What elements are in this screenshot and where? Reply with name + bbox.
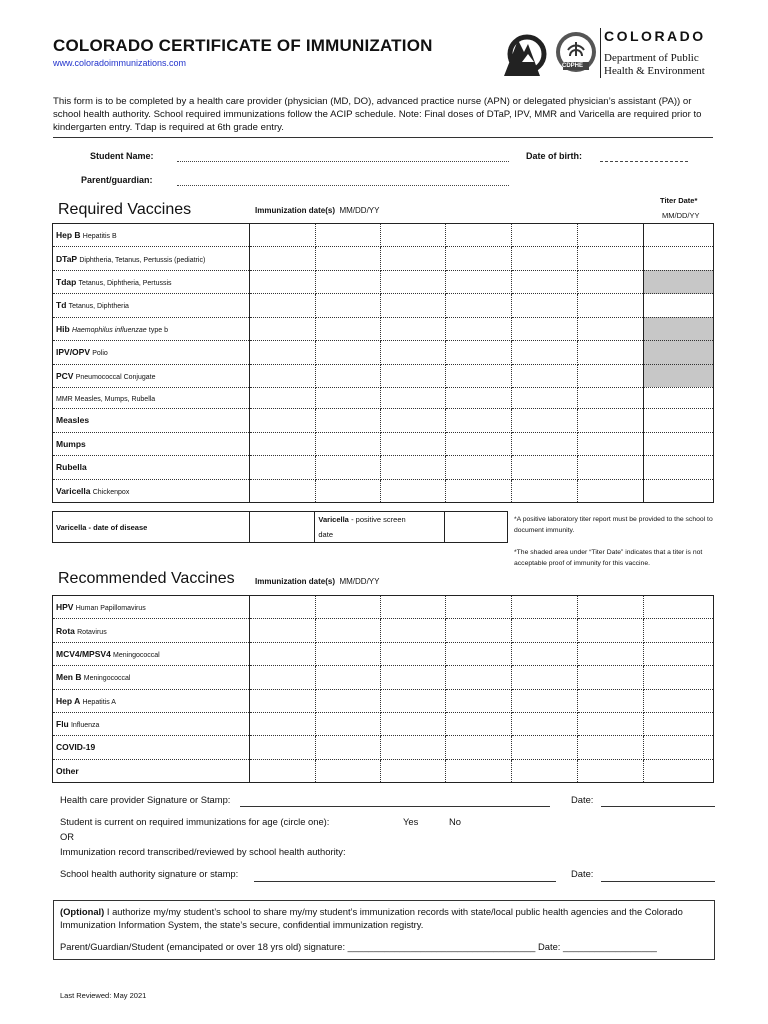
immunization-date-cell[interactable] (512, 317, 578, 340)
vaccine-description: Pneumococcal Conjugate (75, 373, 156, 381)
immunization-date-cell[interactable] (249, 736, 315, 759)
vaccine-code: Measles (56, 415, 90, 426)
parent-field[interactable] (177, 185, 509, 186)
immunization-date-cell[interactable] (644, 642, 714, 665)
consent-text (60, 905, 708, 931)
school-signature-field[interactable] (254, 881, 556, 882)
immunization-date-cell[interactable] (315, 364, 380, 387)
immunization-date-cell[interactable] (315, 341, 380, 364)
vaccine-description: Haemophilus influenzae (71, 326, 147, 334)
logo-dept-line2: Health & Environment (604, 65, 705, 77)
required-vaccine-row (53, 294, 714, 317)
vaccine-code: Men B (56, 672, 82, 683)
immunization-date-cell[interactable] (578, 642, 644, 665)
school-date-label: Date: (571, 868, 594, 879)
immunization-date-cell[interactable] (578, 689, 644, 712)
required-vaccines-table (52, 223, 714, 503)
immunization-date-cell[interactable] (578, 736, 644, 759)
immunization-date-cell[interactable] (512, 247, 578, 270)
immunization-date-cell[interactable] (380, 596, 446, 619)
required-vaccine-row (53, 341, 714, 364)
varicella-disease-table (52, 511, 508, 543)
immunization-date-cell[interactable] (512, 759, 578, 782)
immunization-date-cell[interactable] (315, 712, 380, 735)
required-vaccine-row (53, 364, 714, 387)
immunization-date-cell[interactable] (446, 317, 512, 340)
titer-date-cell-shaded (644, 341, 714, 364)
vaccine-code: PCV (56, 370, 74, 381)
immunization-date-cell[interactable] (446, 596, 512, 619)
immunization-date-cell[interactable] (578, 294, 644, 317)
immunization-date-cell[interactable] (446, 689, 512, 712)
immunization-date-cell[interactable] (644, 689, 714, 712)
immunization-date-cell[interactable] (380, 409, 446, 432)
titer-date-cell[interactable] (644, 224, 714, 247)
vaccine-code: COVID-19 (56, 742, 96, 753)
immunization-date-cell[interactable] (644, 596, 714, 619)
vaccine-description: Rotavirus (77, 628, 107, 636)
vaccine-name (53, 689, 250, 712)
immunization-date-cell[interactable] (315, 270, 380, 293)
required-date-label: Immunization date(s) (255, 206, 336, 215)
immunization-date-cell[interactable] (446, 409, 512, 432)
immunization-date-cell[interactable] (578, 596, 644, 619)
immunization-date-cell[interactable] (380, 270, 446, 293)
titer-date-cell[interactable] (644, 409, 714, 432)
titer-date-cell[interactable] (644, 294, 714, 317)
vaccine-code: Mumps (56, 438, 86, 449)
vaccine-code: Flu (56, 719, 69, 730)
recommended-vaccine-row (53, 666, 714, 689)
recommended-date-header (255, 577, 379, 586)
vaccine-description: Hepatitis B (82, 233, 117, 241)
student-name-label: Student Name: (90, 151, 154, 161)
immunization-date-cell[interactable] (249, 666, 315, 689)
vaccine-description: Meningococcal (113, 651, 160, 659)
required-date-format: MM/DD/YY (339, 206, 380, 215)
immunization-date-cell[interactable] (446, 341, 512, 364)
immunization-date-cell[interactable] (315, 619, 380, 642)
vaccine-code: HPV (56, 602, 74, 613)
logo-divider (600, 28, 601, 78)
logo-dept-text (604, 52, 705, 78)
vaccine-description-suffix: type b (148, 326, 168, 334)
titer-date-cell[interactable] (644, 247, 714, 270)
immunization-date-cell[interactable] (512, 224, 578, 247)
recommended-vaccine-row (53, 642, 714, 665)
intro-paragraph: This form is to be completed by a health care provider (physician (MD, DO), advanced practice nurse (APN) or delegated physician’s assistant (PA)) or school health authority. School required immunizations follow the ACIP schedule. Note: Final doses of DTaP, IPV, MMR and Varicella are required prior to kindergarten entry. Tdap is required at 6th grade entry. (53, 96, 702, 134)
required-date-header (255, 206, 379, 215)
vaccine-name (53, 642, 250, 665)
immunization-date-cell[interactable] (380, 317, 446, 340)
colorado-logo-icon (500, 26, 600, 82)
titer-date-label: Titer Date* (660, 196, 698, 205)
vaccine-name (53, 456, 250, 479)
consent-signature-line[interactable] (60, 940, 708, 953)
vaccine-code: Other (56, 765, 79, 776)
immunization-date-cell[interactable] (380, 689, 446, 712)
vaccine-name (53, 619, 250, 642)
immunization-date-cell[interactable] (512, 294, 578, 317)
required-vaccine-row (53, 409, 714, 432)
vaccine-description: Tetanus, Diphtheria (68, 303, 129, 311)
immunization-date-cell[interactable] (315, 479, 380, 502)
immunization-date-cell[interactable] (380, 247, 446, 270)
vaccine-code: Hep B (56, 230, 81, 241)
immunization-date-cell[interactable] (249, 712, 315, 735)
immunization-date-cell[interactable] (578, 317, 644, 340)
vaccine-name (53, 666, 250, 689)
immunization-date-cell[interactable] (578, 759, 644, 782)
required-vaccines-title: Required Vaccines (58, 201, 192, 218)
immunization-date-cell[interactable] (512, 689, 578, 712)
required-vaccine-row (53, 224, 714, 247)
immunization-date-cell[interactable] (578, 270, 644, 293)
form-title: COLORADO CERTIFICATE OF IMMUNIZATION (53, 36, 433, 55)
immunization-date-cell[interactable] (380, 387, 446, 408)
immunization-date-cell[interactable] (249, 432, 315, 455)
immunization-date-cell[interactable] (512, 364, 578, 387)
consent-date-label: Date: (537, 941, 561, 952)
vaccine-description: Human Papillomavirus (75, 605, 146, 613)
logo-colorado-text: COLORADO (604, 28, 706, 44)
immunization-date-cell[interactable] (380, 712, 446, 735)
immunization-date-cell[interactable] (512, 270, 578, 293)
immunization-date-cell[interactable] (512, 387, 578, 408)
immunization-date-cell[interactable] (578, 479, 644, 502)
required-vaccine-row (53, 247, 714, 270)
vaccine-code: IPV/OPV (56, 347, 91, 358)
immunization-date-cell[interactable] (380, 456, 446, 479)
vaccine-name (53, 712, 250, 735)
provider-signature-field[interactable] (240, 806, 550, 807)
vaccine-code: Hep A (56, 695, 81, 706)
immunization-date-cell[interactable] (644, 759, 714, 782)
vaccine-name (53, 596, 250, 619)
immunization-date-cell[interactable] (446, 247, 512, 270)
immunization-date-cell[interactable] (512, 479, 578, 502)
header-rule (53, 137, 713, 138)
immunization-date-cell[interactable] (380, 642, 446, 665)
immunization-date-cell[interactable] (644, 736, 714, 759)
immunization-date-cell[interactable] (644, 666, 714, 689)
titer-note-1: *A positive laboratory titer report must be provided to the school to document immunity. (514, 516, 713, 534)
vaccine-name (53, 224, 250, 247)
immunization-date-cell[interactable] (446, 456, 512, 479)
immunization-date-cell[interactable] (249, 456, 315, 479)
immunization-date-cell[interactable] (446, 364, 512, 387)
vaccine-description: Tetanus, Diphtheria, Pertussis (78, 280, 172, 288)
immunization-date-cell[interactable] (315, 387, 380, 408)
school-date-field[interactable] (601, 881, 715, 882)
consent-date-field[interactable]: __________________ (563, 941, 657, 952)
immunization-date-cell[interactable] (315, 642, 380, 665)
varicella-disease-label: Varicella - date of disease (53, 512, 250, 543)
titer-date-format: MM/DD/YY (662, 211, 700, 220)
titer-date-cell[interactable] (644, 432, 714, 455)
immunization-date-cell[interactable] (315, 759, 380, 782)
student-name-field[interactable] (177, 161, 509, 162)
current-immunizations-label: Student is current on required immunizations for age (circle one): (60, 816, 330, 827)
immunization-date-cell[interactable] (249, 387, 315, 408)
vaccine-code: Hib (56, 323, 70, 334)
vaccine-name (53, 759, 250, 782)
titer-date-cell[interactable] (644, 387, 714, 408)
immunization-date-cell[interactable] (644, 619, 714, 642)
dob-label: Date of birth: (526, 151, 582, 161)
immunization-date-cell[interactable] (315, 736, 380, 759)
immunization-date-cell[interactable] (512, 456, 578, 479)
dob-field[interactable] (600, 161, 688, 162)
immunization-date-cell[interactable] (249, 689, 315, 712)
titer-date-cell[interactable] (644, 479, 714, 502)
varicella-screen-label: Varicella - positive screen date (315, 512, 445, 543)
vaccine-description: Chickenpox (92, 488, 130, 496)
immunization-date-cell[interactable] (446, 759, 512, 782)
no-option[interactable]: No (449, 816, 461, 827)
titer-date-cell-shaded (644, 270, 714, 293)
varicella-screen-date[interactable] (445, 512, 508, 543)
vaccine-name (53, 432, 250, 455)
vaccine-name (53, 364, 250, 387)
recommended-vaccine-row (53, 689, 714, 712)
immunization-date-cell[interactable] (380, 364, 446, 387)
immunization-date-cell[interactable] (380, 432, 446, 455)
immunization-date-cell[interactable] (578, 224, 644, 247)
immunization-date-cell[interactable] (249, 596, 315, 619)
immunization-date-cell[interactable] (380, 341, 446, 364)
immunization-date-cell[interactable] (249, 341, 315, 364)
consent-optional: (Optional) (60, 906, 105, 917)
immunization-date-cell[interactable] (380, 666, 446, 689)
website-link[interactable]: www.coloradoimmunizations.com (53, 58, 187, 68)
immunization-date-cell[interactable] (446, 294, 512, 317)
immunization-date-cell[interactable] (578, 456, 644, 479)
immunization-date-cell[interactable] (578, 387, 644, 408)
required-vaccine-row (53, 432, 714, 455)
immunization-date-cell[interactable] (512, 642, 578, 665)
titer-date-cell-shaded (644, 364, 714, 387)
immunization-date-cell[interactable] (380, 736, 446, 759)
immunization-date-cell[interactable] (512, 341, 578, 364)
immunization-date-cell[interactable] (249, 364, 315, 387)
recommended-vaccine-row (53, 712, 714, 735)
titer-date-cell-shaded (644, 317, 714, 340)
immunization-date-cell[interactable] (380, 619, 446, 642)
recommended-vaccine-row (53, 596, 714, 619)
required-vaccine-row (53, 317, 714, 340)
immunization-date-cell[interactable] (315, 666, 380, 689)
vaccine-code: Varicella (56, 485, 91, 496)
consent-body: I authorize my/my student’s school to share my/my student’s immunization records with state/local public health agencies and the Colorado Immunization Information System, the state’s secure, confidential immunization registry. (60, 906, 683, 930)
colorado-cdphe-logo (500, 26, 720, 82)
required-vaccine-row (53, 479, 714, 502)
vaccine-description: Influenza (70, 722, 100, 730)
immunization-date-cell[interactable] (315, 596, 380, 619)
immunization-date-cell[interactable] (578, 666, 644, 689)
required-vaccine-row (53, 270, 714, 293)
logo-dept-line1: Department of Public (604, 52, 699, 64)
recommended-vaccines-title: Recommended Vaccines (58, 570, 235, 587)
immunization-date-cell[interactable] (512, 619, 578, 642)
immunization-date-cell[interactable] (249, 294, 315, 317)
immunization-date-cell[interactable] (249, 479, 315, 502)
immunization-date-cell[interactable] (512, 666, 578, 689)
immunization-date-cell[interactable] (446, 619, 512, 642)
varicella-disease-date[interactable] (249, 512, 315, 543)
vaccine-description: MMR Measles, Mumps, Rubella (56, 395, 156, 403)
consent-box (53, 900, 715, 960)
required-vaccine-row (53, 456, 714, 479)
immunization-date-cell[interactable] (578, 341, 644, 364)
immunization-date-cell[interactable] (249, 642, 315, 665)
immunization-date-cell[interactable] (249, 409, 315, 432)
immunization-date-cell[interactable] (446, 432, 512, 455)
vaccine-name (53, 736, 250, 759)
immunization-date-cell[interactable] (578, 712, 644, 735)
immunization-date-cell[interactable] (512, 432, 578, 455)
immunization-date-cell[interactable] (578, 364, 644, 387)
vaccine-name (53, 479, 250, 502)
recommended-date-label: Immunization date(s) (255, 577, 336, 586)
provider-date-label: Date: (571, 794, 594, 805)
immunization-date-cell[interactable] (249, 759, 315, 782)
parent-label: Parent/guardian: (81, 175, 153, 185)
immunization-date-cell[interactable] (380, 759, 446, 782)
immunization-date-cell[interactable] (446, 224, 512, 247)
immunization-date-cell[interactable] (249, 247, 315, 270)
recommended-vaccines-table (52, 595, 714, 783)
immunization-date-cell[interactable] (249, 317, 315, 340)
recommended-vaccine-row (53, 759, 714, 782)
required-vaccine-row (53, 387, 714, 408)
vaccine-code: Rubella (56, 462, 87, 473)
titer-date-cell[interactable] (644, 456, 714, 479)
recommended-date-format: MM/DD/YY (339, 577, 380, 586)
consent-signature-field[interactable]: ____________________________________ (347, 941, 536, 952)
vaccine-code: MCV4/MPSV4 (56, 648, 111, 659)
immunization-date-cell[interactable] (315, 294, 380, 317)
immunization-date-cell[interactable] (380, 479, 446, 502)
immunization-date-cell[interactable] (644, 712, 714, 735)
immunization-date-cell[interactable] (315, 247, 380, 270)
immunization-date-cell[interactable] (446, 387, 512, 408)
immunization-date-cell[interactable] (249, 270, 315, 293)
immunization-date-cell[interactable] (512, 596, 578, 619)
recommended-vaccine-row (53, 619, 714, 642)
vaccine-name (53, 341, 250, 364)
immunization-date-cell[interactable] (446, 642, 512, 665)
vaccine-code: DTaP (56, 253, 78, 264)
immunization-date-cell[interactable] (578, 432, 644, 455)
recommended-vaccine-row (53, 736, 714, 759)
vaccine-description: Diphtheria, Tetanus, Pertussis (pediatric) (79, 256, 206, 264)
immunization-date-cell[interactable] (315, 224, 380, 247)
immunization-date-cell[interactable] (249, 224, 315, 247)
immunization-date-cell[interactable] (249, 619, 315, 642)
immunization-date-cell[interactable] (512, 712, 578, 735)
immunization-date-cell[interactable] (512, 409, 578, 432)
or-text: OR (60, 831, 75, 842)
vaccine-name (53, 409, 250, 432)
immunization-date-cell[interactable] (446, 712, 512, 735)
vaccine-name (53, 317, 250, 340)
immunization-date-cell[interactable] (512, 736, 578, 759)
immunization-date-cell[interactable] (315, 317, 380, 340)
immunization-date-cell[interactable] (380, 224, 446, 247)
yes-option[interactable]: Yes (403, 816, 419, 827)
vaccine-description: Polio (92, 350, 108, 358)
immunization-date-cell[interactable] (578, 619, 644, 642)
vaccine-code: Tdap (56, 277, 77, 288)
last-reviewed: Last Reviewed: May 2021 (60, 991, 147, 1000)
immunization-date-cell[interactable] (578, 247, 644, 270)
vaccine-code: Rota (56, 625, 75, 636)
vaccine-name (53, 387, 250, 408)
consent-signature-label: Parent/Guardian/Student (emancipated or over 18 yrs old) signature: (60, 941, 346, 952)
transcribed-label: Immunization record transcribed/reviewed by school health authority: (60, 846, 346, 857)
vaccine-name (53, 247, 250, 270)
immunization-date-cell[interactable] (446, 479, 512, 502)
cdphe-badge: CDPHE (562, 63, 584, 69)
vaccine-code: Td (56, 300, 67, 311)
immunization-date-cell[interactable] (380, 294, 446, 317)
immunization-date-cell[interactable] (446, 736, 512, 759)
vaccine-name (53, 270, 250, 293)
immunization-date-cell[interactable] (446, 666, 512, 689)
immunization-date-cell[interactable] (578, 409, 644, 432)
immunization-date-cell[interactable] (315, 409, 380, 432)
immunization-date-cell[interactable] (315, 689, 380, 712)
provider-signature-label: Health care provider Signature or Stamp: (60, 794, 231, 805)
provider-date-field[interactable] (601, 806, 715, 807)
titer-note-2: *The shaded area under “Titer Date” indicates that a titer is not acceptable proof of immunity for this vaccine. (514, 549, 703, 567)
vaccine-name (53, 294, 250, 317)
vaccine-description: Hepatitis A (82, 698, 116, 706)
immunization-date-cell[interactable] (446, 270, 512, 293)
vaccine-description: Meningococcal (83, 675, 131, 683)
immunization-date-cell[interactable] (315, 432, 380, 455)
school-signature-label: School health authority signature or stamp: (60, 868, 239, 879)
immunization-date-cell[interactable] (315, 456, 380, 479)
